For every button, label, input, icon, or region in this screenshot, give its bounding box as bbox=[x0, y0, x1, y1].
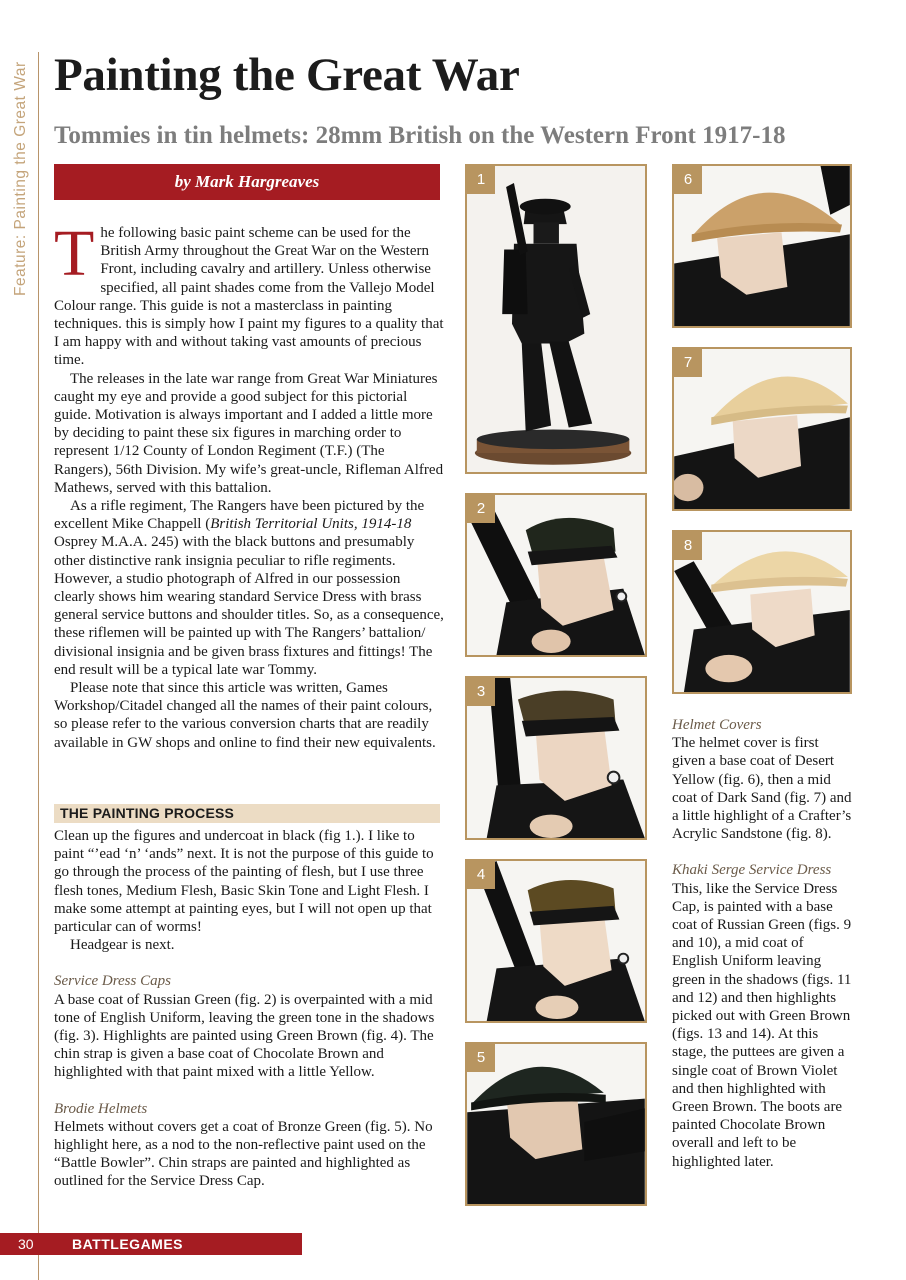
khaki-paragraph: This, like the Service Dress Cap, is painted with a base coat of Russian Green (figs. 9 and 10), a mid coat of English Uniform leaving green in the shadows (figs. 11 and 12) and then highlights picked out with Green Brown (figs. 13 and 14). At this stage, the puttees are given a single coat of Brown Violet and then highlighted with Green Brown. The boots are painted Chocolate Brown overall and left to be highlighted later. bbox=[672, 880, 852, 1170]
caps-subheading: Service Dress Caps bbox=[54, 973, 171, 990]
drop-cap: T bbox=[54, 217, 95, 290]
figure-6-number: 6 bbox=[674, 166, 702, 194]
byline-bar bbox=[54, 164, 440, 200]
figure-7-number: 7 bbox=[674, 349, 702, 377]
figure-2-number: 2 bbox=[467, 495, 495, 523]
khaki-subheading: Khaki Serge Service Dress bbox=[672, 862, 832, 879]
intro-p3-citation: British Territorial Units, 1914-18 bbox=[210, 516, 412, 533]
figure-2 bbox=[465, 493, 647, 657]
figure-4 bbox=[465, 859, 647, 1023]
brodie-paragraph: Helmets without covers get a coat of Bronze Green (fig. 5). No highlight here, as a nod to the non-reflective paint used on the “Battle Bowler”. Chin straps are painted and highlighted as outlined for the Service Dress Cap. bbox=[54, 1118, 433, 1190]
figure-8-number: 8 bbox=[674, 532, 702, 560]
intro-p3-a: As a rifle regiment, The Rangers have been pictured by the excellent Mike Chappell ( bbox=[54, 498, 425, 533]
figure-6 bbox=[672, 164, 852, 328]
section-heading: THE PAINTING PROCESS bbox=[60, 805, 235, 821]
covers-subheading: Helmet Covers bbox=[672, 717, 762, 733]
figure-5 bbox=[465, 1042, 647, 1206]
figure-3 bbox=[465, 676, 647, 840]
intro-paragraph-1 bbox=[54, 217, 444, 370]
byline: by Mark Hargreaves bbox=[174, 172, 320, 191]
section-heading-bar bbox=[54, 804, 440, 823]
page-subtitle: Tommies in tin helmets: 28mm British on the Western Front 1917-18 bbox=[54, 122, 786, 149]
caps-paragraph: A base coat of Russian Green (fig. 2) is overpainted with a mid tone of English Uniform, leaving the green tone in the shadows (fig. 3). Highlights are painted using Green Brown (fig. 4). The chin strap is given a base coat of Chocolate Brown and highlighted with that paint mixed with a little Yellow. bbox=[54, 991, 435, 1081]
figure-1-photo bbox=[467, 166, 645, 472]
figure-7 bbox=[672, 347, 852, 511]
figure-5-number: 5 bbox=[467, 1044, 495, 1072]
sidebar-label-text: Feature: Painting the Great War bbox=[12, 61, 29, 296]
intro-paragraph-4: Please note that since this article was written, Games Workshop/Citadel changed all the names of their paint colours, so please refer to the various conversion charts that are readily available in GW shops and online to find their new equivalents. bbox=[54, 680, 436, 751]
sidebar-feature-label bbox=[10, 48, 34, 298]
magazine-name: BATTLEGAMES bbox=[72, 1236, 184, 1252]
sidebar-rule bbox=[38, 52, 39, 1280]
figure-1-number: 1 bbox=[467, 166, 495, 194]
process-paragraph-1: Clean up the figures and undercoat in black (fig 1.). I like to paint “’ead ‘n’ ‘ands” next. It is not the purpose of this guide to go through the process of the painting of flesh, but I use three flesh tones, Medium Flesh, Basic Skin Tone and Light Flesh. I make some attempt at painting eyes, but I will not open up that particular can of worms! bbox=[54, 828, 434, 936]
figure-3-number: 3 bbox=[467, 678, 495, 706]
brodie-subheading: Brodie Helmets bbox=[54, 1100, 148, 1117]
figure-4-number: 4 bbox=[467, 861, 495, 889]
intro-text bbox=[54, 217, 444, 752]
intro-paragraph-2: The releases in the late war range from Great War Miniatures caught my eye and provide a good subject for this pictorial guide. Motivation is always important and I added a little more by deciding to paint these six figures in marching order to represent 1/12 County of London Regiment (T.F.) (The Rangers), 56th Division. My wife’s great-uncle, Rifleman Alfred Mathews, served with this battalion. bbox=[54, 370, 444, 496]
figure-8 bbox=[672, 530, 852, 694]
page-title: Painting the Great War bbox=[54, 49, 520, 101]
page-number: 30 bbox=[18, 1236, 34, 1252]
intro-p3-b: Osprey M.A.A. 245) with the black buttons and presumably other distinctive rank insignia peculiar to rifle regiments. However, a studio photograph of Alfred in our possession clearly shows him wearing standard Service Dress with brass general service buttons and shoulder titles. So, as a consequence, these riflemen will be painted up with The Rangers’ battalion/ divisional insignia and be given brass fixtures and fittings! The end result will be a typical late war Tommy. bbox=[54, 534, 444, 678]
intro-p1-text: he following basic paint scheme can be used for the British Army throughout the Great War on the Western Front, including cavalry and artillery. Unless otherwise specified, all paint shades come from the Vallejo Model Colour range. This guide is not a masterclass in painting techniques. this is simply how I paint my figures to a quality that I am happy with and without taking vast amounts of precious time. bbox=[54, 225, 444, 369]
process-text bbox=[54, 827, 444, 1191]
covers-paragraph: The helmet cover is first given a base coat of Desert Yellow (fig. 6), then a mid coat of Dark Sand (fig. 7) and a little highlight of a Crafter’s Acrylic Sandstone (fig. 8). bbox=[672, 735, 852, 843]
figure-1 bbox=[465, 164, 647, 474]
process-paragraph-2: Headgear is next. bbox=[70, 937, 175, 954]
intro-paragraph-3 bbox=[54, 497, 444, 679]
right-column-text bbox=[672, 716, 852, 1171]
